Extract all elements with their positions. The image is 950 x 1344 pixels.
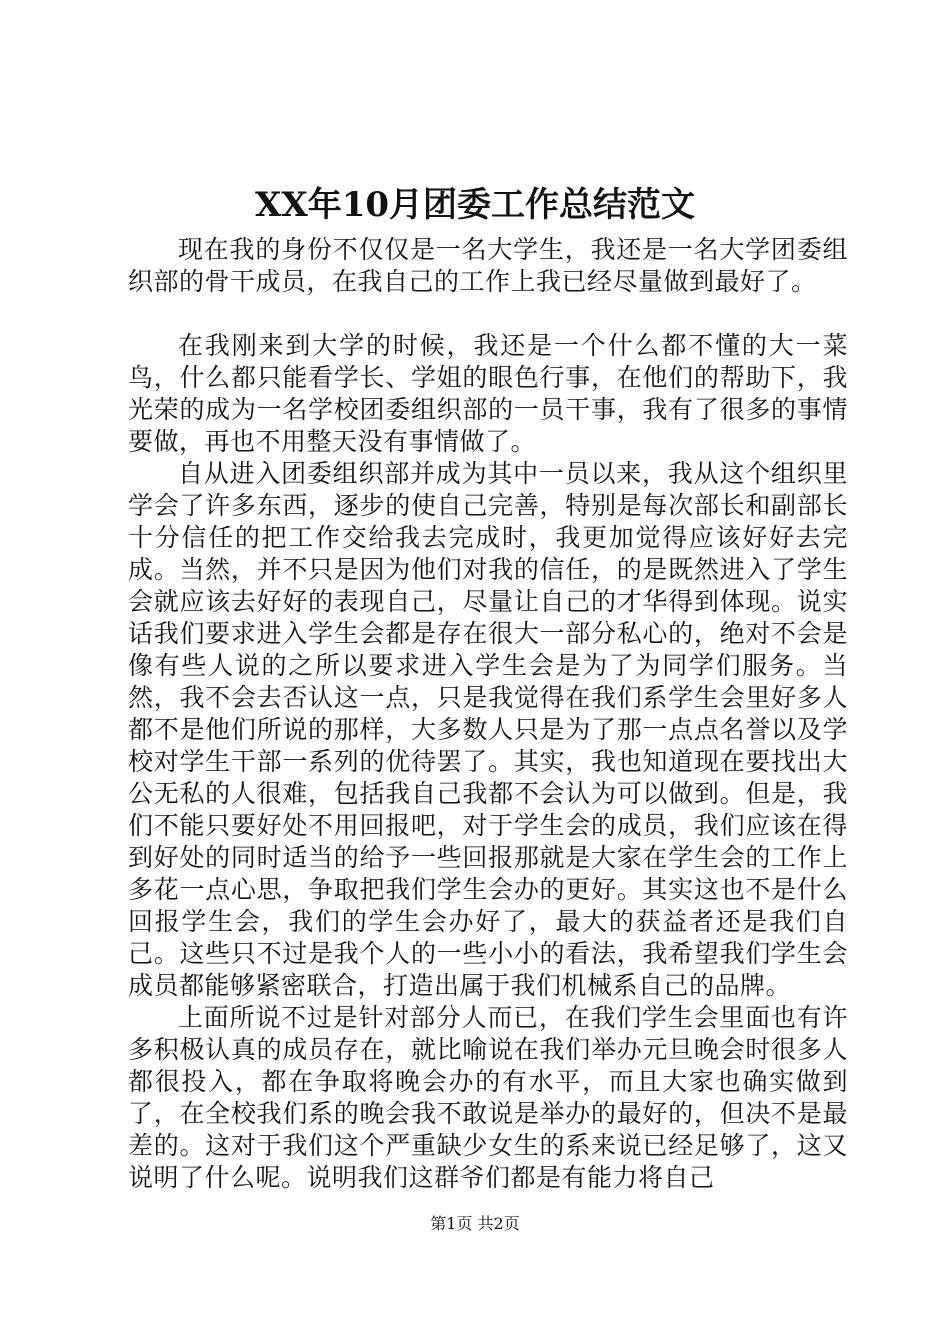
document-body — [128, 234, 848, 1194]
paragraph-intro: 现在我的身份不仅仅是一名大学生，我还是一名大学团委组织部的骨干成员，在我自己的工作上我已经尽量做到最好了。 — [128, 235, 848, 296]
page-number-footer: 第1页 共2页 — [430, 1214, 520, 1233]
paragraph-organization: 自从进入团委组织部并成为其中一员以来，我从这个组织里学会了许多东西，逐步的使自己完善，特别是每次部长和副部长十分信任的把工作交给我去完成时，我更加觉得应该好好去完成。当然，并不只是因为他们对我的信任，的是既然进入了学生会就应该去好好的表现自己，尽量让自己的才华得到体现。说实话我们要求进入学生会都是存在很大一部分私心的，绝对不会是像有些人说的之所以要求进入学生会是为了为同学们服务。当然，我不会去否认这一点，只是我觉得在我们系学生会里好多人都不是他们所说的那样，大多数人只是为了那一点点名誉以及学校对学生干部一系列的优待罢了。其实，我也知道现在要找出大公无私的人很难，包括我自己我都不会认为可以做到。但是，我们不能只要好处不用回报吧，对于学生会的成员，我们应该在得到好处的同时适当的给予一些回报那就是大家在学生会的工作上多花一点心思，争取把我们学生会办的更好。其实这也不是什么回报学生会，我们的学生会办好了，最大的获益者还是我们自己。这些只不过是我个人的一些小小的看法，我希望我们学生会成员都能够紧密联合，打造出属于我们机械系自己的品牌。 — [128, 459, 848, 1000]
document-title: XX年10月团委工作总结范文 — [254, 185, 696, 225]
paragraph-arrival: 在我刚来到大学的时候，我还是一个什么都不懂的大一菜鸟，什么都只能看学长、学姐的眼色行事，在他们的帮助下，我光荣的成为一名学校团委组织部的一员干事，我有了很多的事情要做，再也不用整天没有事情做了。 — [128, 331, 848, 456]
paragraph-members: 上面所说不过是针对部分人而已，在我们学生会里面也有许多积极认真的成员存在，就比喻说在我们举办元旦晚会时很多人都很投入，都在争取将晚会办的有水平，而且大家也确实做到了，在全校我们系的晚会我不敢说是举办的最好的，但决不是最差的。这对于我们这个严重缺少女生的系来说已经足够了，这又说明了什么呢。说明我们这群爷们都是有能力将自己 — [128, 1003, 848, 1192]
